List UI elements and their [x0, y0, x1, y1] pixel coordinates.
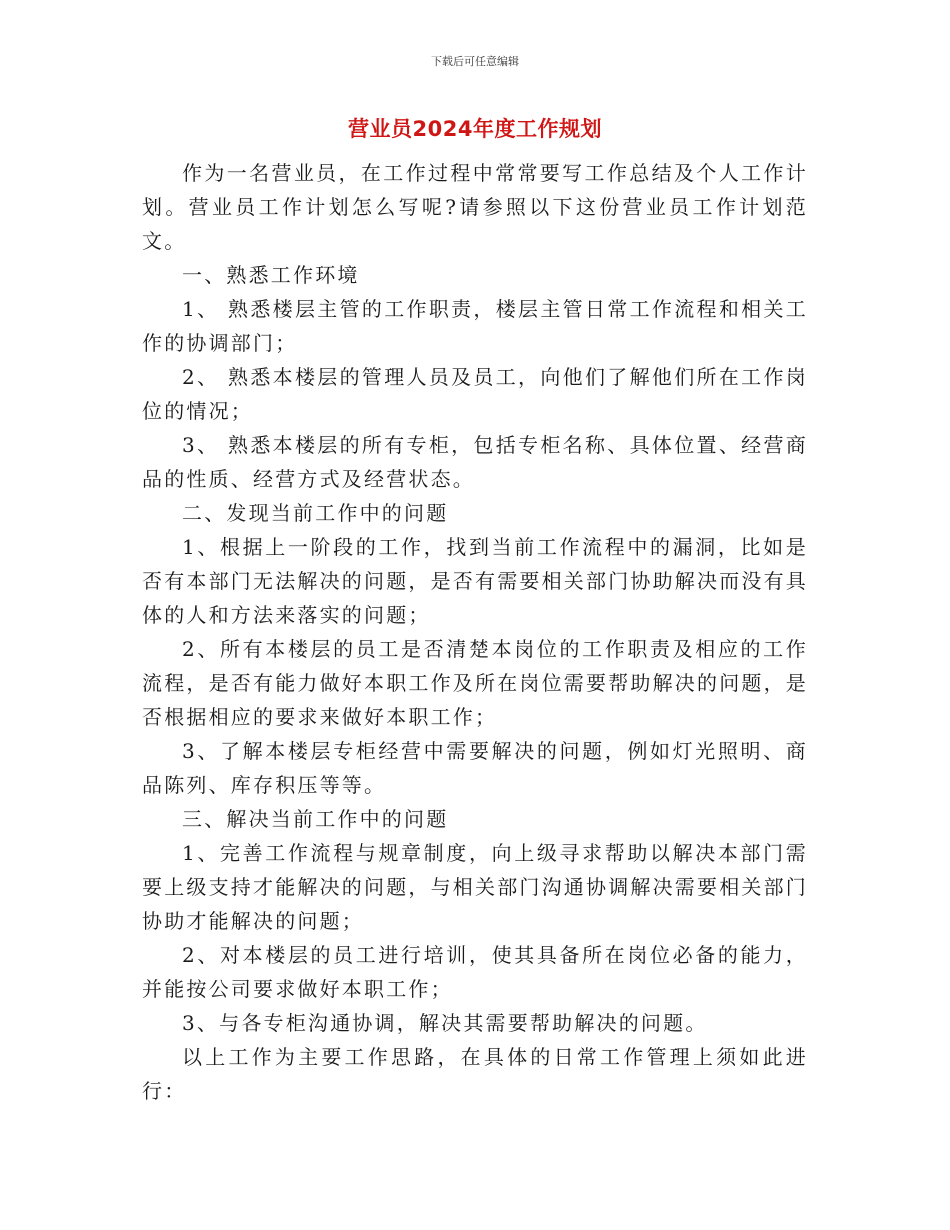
- section-heading-3: 三、解决当前工作中的问题: [182, 807, 449, 831]
- paragraph-2-3: 3、了解本楼层专柜经营中需要解决的问题，例如灯光照明、商品陈列、库存积压等等。: [142, 739, 808, 797]
- paragraph-1-3: 3、 熟悉本楼层的所有专柜，包括专柜名称、具体位置、经营商品的性质、经营方式及经营状态。: [142, 433, 808, 491]
- document-title: 营业员2024年度工作规划: [348, 117, 602, 141]
- paragraph-3-3: 3、与各专柜沟通协调，解决其需要帮助解决的问题。: [182, 1011, 708, 1035]
- paragraph-closing: 以上工作为主要工作思路，在具体的日常工作管理上须如此进行：: [142, 1045, 808, 1103]
- paragraph-1-2: 2、 熟悉本楼层的管理人员及员工，向他们了解他们所在工作岗位的情况；: [142, 365, 808, 423]
- header-note: 下载后可任意编辑: [431, 55, 519, 68]
- section-heading-2: 二、发现当前工作中的问题: [182, 501, 449, 525]
- paragraph-1-1: 1、 熟悉楼层主管的工作职责，楼层主管日常工作流程和相关工作的协调部门；: [142, 297, 808, 355]
- section-heading-1: 一、熟悉工作环境: [182, 263, 360, 287]
- paragraph-3-1: 1、完善工作流程与规章制度，向上级寻求帮助以解决本部门需要上级支持才能解决的问题，与相关部门沟通协调解决需要相关部门协助才能解决的问题；: [142, 841, 808, 933]
- document-body: [142, 156, 808, 1108]
- paragraph-3-2: 2、对本楼层的员工进行培训，使其具备所在岗位必备的能力，并能按公司要求做好本职工作；: [142, 943, 808, 1001]
- paragraph-2-2: 2、所有本楼层的员工是否清楚本岗位的工作职责及相应的工作流程，是否有能力做好本职工作及所在岗位需要帮助解决的问题，是否根据相应的要求来做好本职工作；: [142, 637, 808, 729]
- paragraph-2-1: 1、根据上一阶段的工作，找到当前工作流程中的漏洞，比如是否有本部门无法解决的问题，是否有需要相关部门协助解决而没有具体的人和方法来落实的问题；: [142, 535, 808, 627]
- paragraph-intro: 作为一名营业员，在工作过程中常常要写工作总结及个人工作计划。营业员工作计划怎么写呢?请参照以下这份营业员工作计划范文。: [142, 161, 808, 253]
